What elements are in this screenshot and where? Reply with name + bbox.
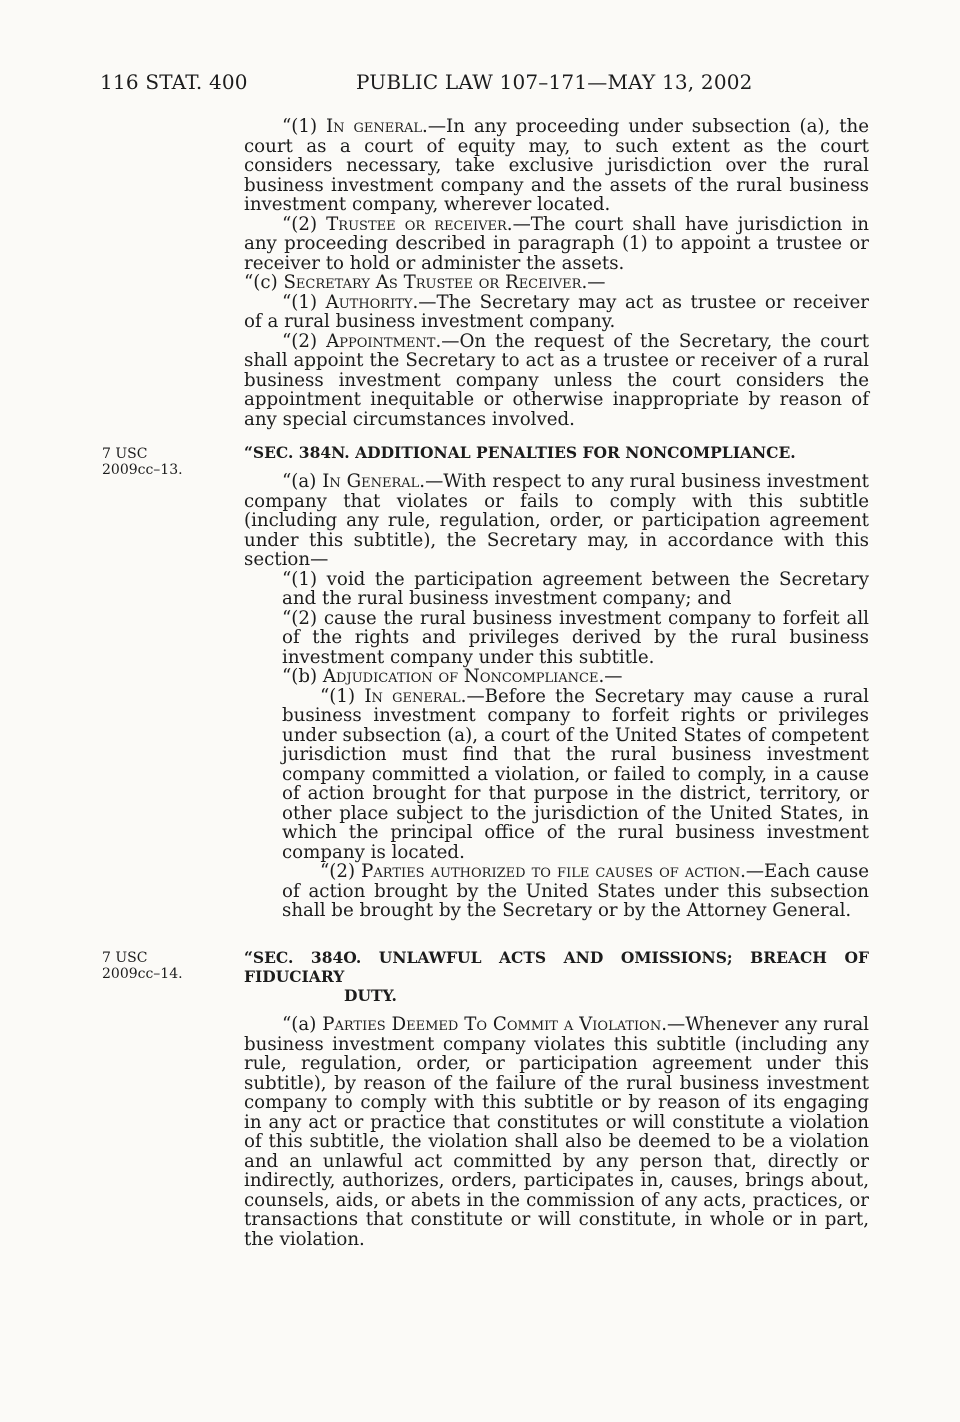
public-law-citation: PUBLIC LAW 107–171—MAY 13, 2002 xyxy=(356,70,753,94)
paragraph: “(2) Trustee or receiver.—The court shall have jurisdiction in any proceeding described in paragraph (1) to appoint a trustee or receiver to hold or administer the assets. xyxy=(244,213,869,274)
paragraph: “(2) Appointment.—On the request of the Secretary, the court shall appoint the Secretary to act as a trustee or receiver of a rural business investment company unless the court considers the appointment inequitable or otherwise inappropriate by reason of any special circumstances involved. xyxy=(244,330,870,430)
margin-note-line: 7 USC xyxy=(102,950,148,966)
section-heading: “SEC. 384N. ADDITIONAL PENALTIES FOR NONCOMPLIANCE. xyxy=(244,443,796,462)
section-384o xyxy=(244,948,869,1249)
paragraph: “(b) Adjudication of Noncompliance.— xyxy=(282,666,623,687)
section-heading-continued: DUTY. xyxy=(344,986,397,1005)
paragraph: “(a) Parties Deemed To Commit a Violation.—Whenever any rural business investment company violates this subtitle (including any rule, regulation, order, or participation agreement under this subtitle), by reason of the failure of the rural business investment company to comply with this subtitle or by reason of its engaging in any act or practice that constitutes or will constitute a violation of this subtitle, the violation shall also be deemed to be a violation and an unlawful act committed by any person that, directly or indirectly, authorizes, orders, participates in, causes, brings about, counsels, aids, or abets in the commission of any acts, practices, or transactions that constitute or will constitute, in whole or in part, the violation. xyxy=(244,1014,869,1250)
margin-note-usc-13 xyxy=(102,446,183,478)
paragraph: “(2) cause the rural business investment company to forfeit all of the rights and privileges derived by the rural business investment company under this subtitle. xyxy=(282,607,869,668)
margin-note-usc-14 xyxy=(102,950,183,982)
margin-note-line: 2009cc–14. xyxy=(102,966,183,982)
section-heading: “SEC. 384O. UNLAWFUL ACTS AND OMISSIONS; BREACH OF FIDUCIARY xyxy=(244,948,869,986)
paragraph: “(1) Authority.—The Secretary may act as trustee or receiver of a rural business investment company. xyxy=(244,291,869,332)
section-384n xyxy=(244,443,869,921)
paragraph: “(1) In general.—Before the Secretary may cause a rural business investment company to forfeit rights or privileges under subsection (a), a court of the United States of competent jurisdiction must find that the rural business investment company committed a violation, or failed to comply, in a cause of action brought for that purpose in the district, territory, or other place subject to the jurisdiction of the United States, in which the principal office of the rural business investment company is located. xyxy=(282,685,869,863)
statute-page-number: 116 STAT. 400 xyxy=(100,70,248,94)
margin-note-line: 2009cc–13. xyxy=(102,462,183,478)
paragraph: “(1) In general.—In any proceeding under subsection (a), the court as a court of equity may, to such extent as the court considers necessary, take exclusive jurisdiction over the rural business investment company and the assets of the rural business investment company, wherever located. xyxy=(244,116,870,215)
paragraph: “(1) void the participation agreement between the Secretary and the rural business investment company; and xyxy=(282,568,869,609)
paragraph: “(a) In General.—With respect to any rural business investment company that violates or fails to comply with this subtitle (including any rule, regulation, order, or participation agreement under this subtitle), the Secretary may, in accordance with this section— xyxy=(244,471,869,570)
paragraph: “(2) Parties authorized to file causes of action.—Each cause of action brought by the United States under this subsection shall be brought by the Secretary or by the Attorney General. xyxy=(282,861,870,921)
margin-note-line: 7 USC xyxy=(102,446,148,462)
paragraph: “(c) Secretary As Trustee or Receiver.— xyxy=(244,272,606,293)
page-body xyxy=(244,117,869,429)
